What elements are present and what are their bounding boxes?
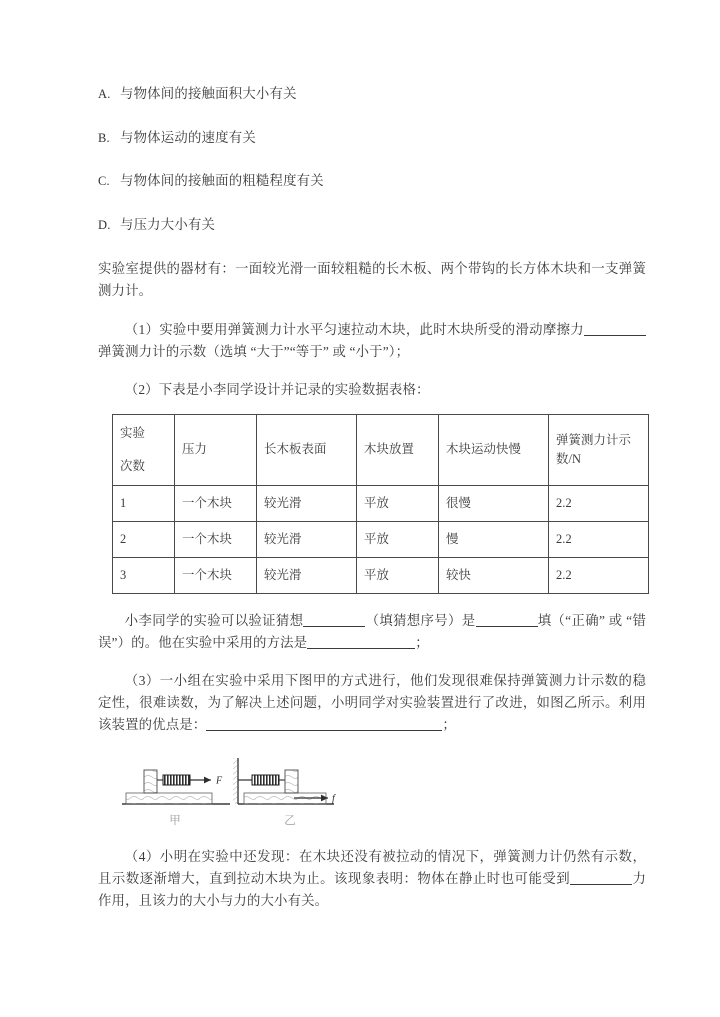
apparatus-figure [116, 752, 346, 828]
question-2-followup-part2: （填猜想序号）是 [365, 612, 476, 628]
table-cell-pressure: 一个木块 [175, 557, 257, 593]
table-cell-reading: 2.2 [549, 485, 649, 521]
apparatus-intro-paragraph: 实验室提供的器材有：一面较光滑一面较粗糙的长木板、两个带钩的长方体木块和一支弹簧测力计。 [98, 261, 646, 299]
option-a-text: 与物体间的接触面积大小有关 [120, 86, 297, 101]
table-cell-speed: 较快 [439, 557, 549, 593]
table-cell-trial: 3 [113, 557, 175, 593]
table-cell-speed: 很慢 [439, 485, 549, 521]
option-b-letter: B. [98, 130, 110, 145]
option-d [98, 215, 646, 235]
table-header-spring-reading: 弹簧测力计示数/N [549, 414, 649, 485]
table-header-trial-line2: 次数 [120, 458, 145, 473]
question-1-paragraph [98, 319, 646, 362]
question-1-text-part1: （1）实验中要用弹簧测力计水平匀速拉动木块，此时木块所受的滑动摩擦力 [124, 321, 584, 337]
option-a-letter: A. [98, 87, 111, 101]
question-3-blank[interactable] [206, 717, 442, 731]
question-4-text-part2: 力作用，且该力的大小与力的大小有关。 [98, 871, 646, 908]
option-a [98, 84, 646, 104]
table-cell-trial: 1 [113, 485, 175, 521]
table-cell-speed: 慢 [439, 521, 549, 557]
question-2-blank-correct[interactable] [476, 613, 538, 627]
option-d-letter: D. [98, 217, 111, 232]
apparatus-figure-svg [116, 752, 346, 814]
page-content [98, 84, 646, 929]
figure-caption-yi: 乙 [284, 815, 296, 828]
option-b [98, 128, 646, 148]
table-row [113, 485, 649, 521]
table-header-block-placement: 木块放置 [357, 414, 439, 485]
table-cell-placement: 平放 [357, 557, 439, 593]
table-cell-trial: 2 [113, 521, 175, 557]
question-1-blank[interactable] [584, 322, 646, 336]
table-cell-reading: 2.2 [549, 557, 649, 593]
option-c [98, 171, 646, 191]
figure-caption-jia: 甲 [169, 815, 181, 828]
table-cell-surface: 较光滑 [257, 557, 357, 593]
table-header-trial-count [113, 414, 175, 485]
question-2-followup-part3: 填（“正确” 或 “错 误”）的。他在实验中采用的方法是 [98, 612, 646, 650]
table-cell-pressure: 一个木块 [175, 521, 257, 557]
question-2-blank-guess[interactable] [303, 613, 365, 627]
table-header-block-speed: 木块运动快慢 [439, 414, 549, 485]
option-c-letter: C. [98, 174, 110, 189]
table-cell-reading: 2.2 [549, 521, 649, 557]
question-2-lead: （2）下表是小李同学设计并记录的实验数据表格： [124, 382, 430, 398]
question-1-text-part2: 弹簧测力计的示数（选填 “大于”“等于” 或 “小于”）； [98, 343, 410, 359]
table-cell-surface: 较光滑 [257, 485, 357, 521]
force-label-yi: f [332, 793, 335, 805]
question-4-blank[interactable] [570, 871, 632, 885]
question-3-paragraph [98, 670, 646, 735]
table-header-board-surface: 长木板表面 [257, 414, 357, 485]
diagram-yi [233, 758, 336, 805]
table-row [113, 557, 649, 593]
option-c-text: 与物体间的接触面的粗糙程度有关 [120, 173, 324, 189]
question-3-text-part2: ； [442, 716, 456, 732]
table-header-row [113, 414, 649, 485]
question-2-followup-part1: 小李同学的实验可以验证猜想 [124, 612, 304, 628]
question-4-text-part1: （4）小明在实验中还发现：在木块还没有被拉动的情况下，弹簧测力计仍然有示数，且示数逐渐增大，直到拉动木块为止。该现象表明：物体在静止时也可能受到 [98, 849, 646, 887]
force-label-jia: F [216, 775, 223, 787]
experiment-data-table [112, 414, 649, 594]
experiment-data-table-wrapper [112, 414, 648, 594]
option-b-text: 与物体运动的速度有关 [120, 129, 256, 145]
option-d-text: 与压力大小有关 [120, 216, 216, 232]
table-cell-placement: 平放 [357, 521, 439, 557]
table-header-pressure: 压力 [175, 414, 257, 485]
question-2-followup-part4: ； [415, 634, 429, 650]
table-cell-surface: 较光滑 [257, 521, 357, 557]
table-header-trial-count-stack [120, 424, 167, 476]
question-2-blank-method[interactable] [307, 635, 415, 649]
question-2-followup-paragraph [98, 610, 646, 653]
question-3-text-part1: （3）一小组在实验中采用下图甲的方式进行，他们发现很难保持弹簧测力计示数的稳定性，很难读数，为了解决上述问题，小明同学对实验装置进行了改进，如图乙所示。利用该装置的优点是： [98, 673, 646, 732]
table-cell-placement: 平放 [357, 485, 439, 521]
diagram-jia [122, 770, 230, 804]
table-row [113, 521, 649, 557]
table-header-trial-line1: 实验 [120, 425, 145, 440]
question-4-paragraph [98, 846, 646, 911]
figure-captions [116, 812, 346, 828]
table-cell-pressure: 一个木块 [175, 485, 257, 521]
